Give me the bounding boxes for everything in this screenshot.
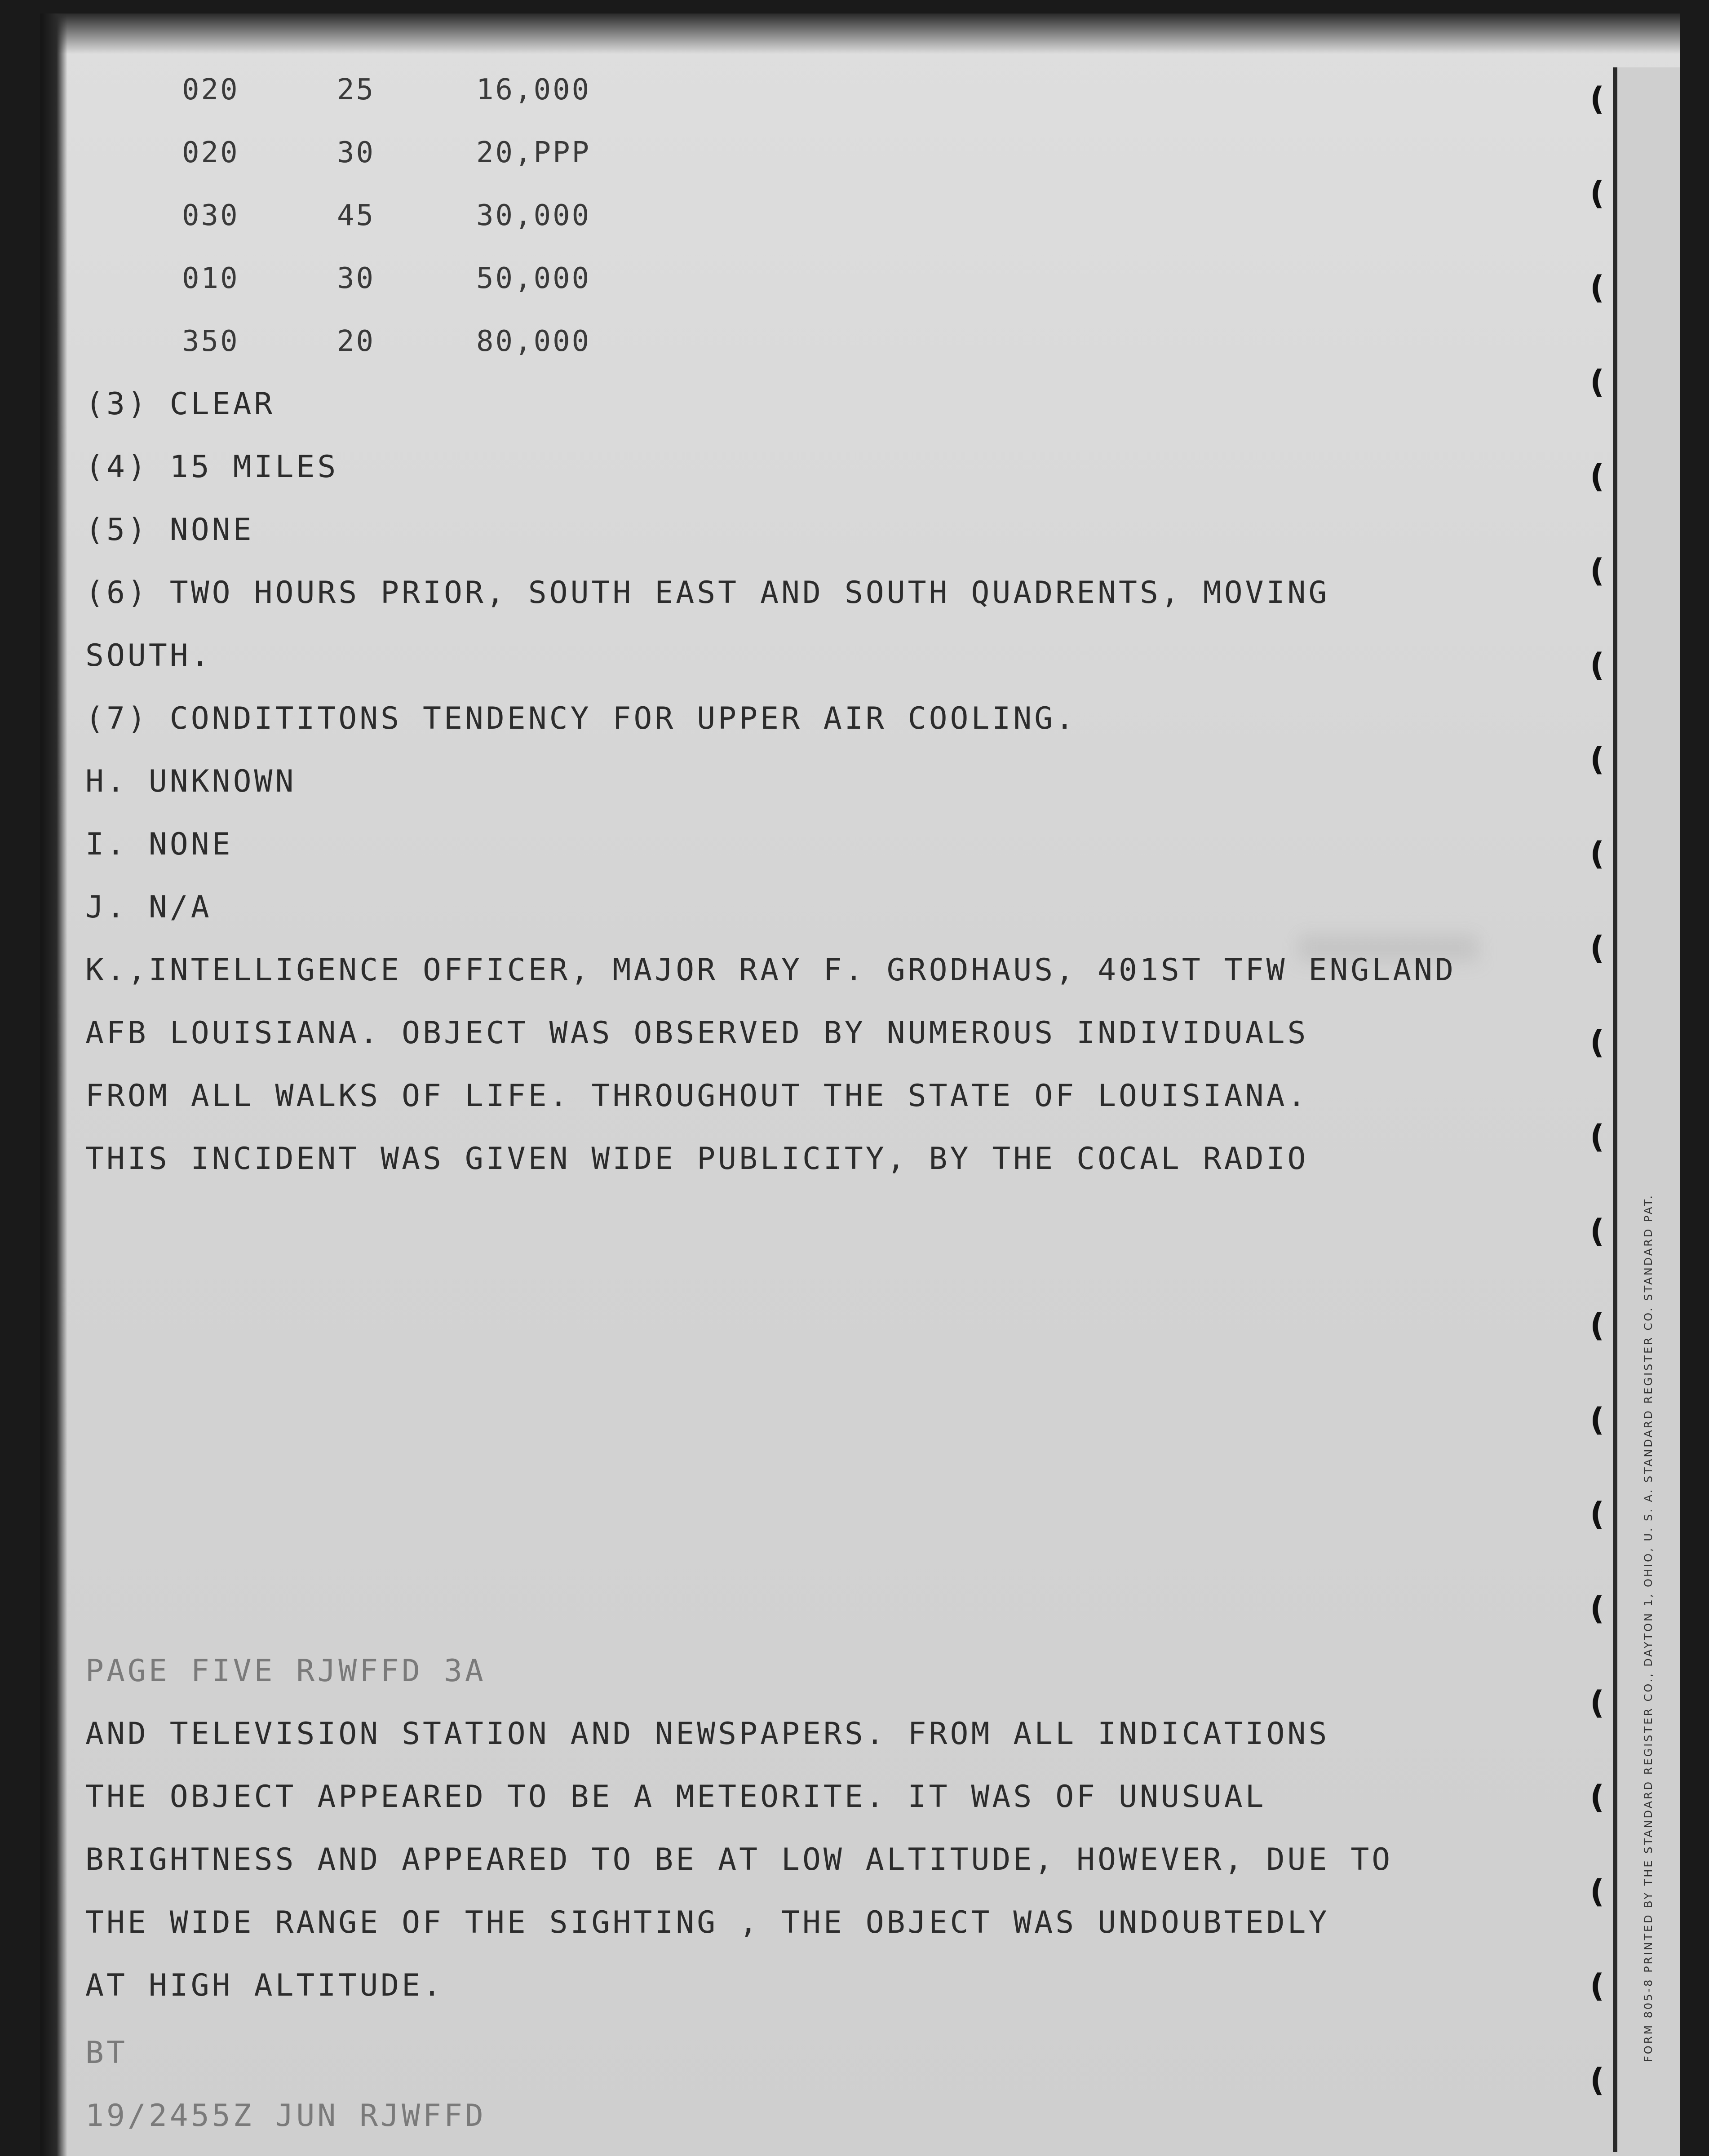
page-header: PAGE FIVE RJWFFD 3A — [85, 1653, 486, 1689]
table-row-3-speed: 45 — [337, 199, 376, 232]
sprocket-hole-icon: ( — [1590, 1213, 1604, 1249]
sprocket-hole-icon: ( — [1590, 1024, 1604, 1061]
table-row-5-alt: 80,000 — [476, 325, 591, 358]
sprocket-hole-icon: ( — [1590, 363, 1604, 400]
line-afb-louisiana: AFB LOUISIANA. OBJECT WAS OBSERVED BY NUMEROUS INDIVIDUALS — [85, 1015, 1309, 1051]
perforation-line — [1613, 67, 1617, 2152]
line-wide-range: THE WIDE RANGE OF THE SIGHTING , THE OBJECT WAS UNDOUBTEDLY — [85, 1905, 1330, 1940]
form-margin-text: FORM 805-8 PRINTED BY THE STANDARD REGISTER CO., DAYTON 1, OHIO, U. S. A. STANDARD REGISTER CO. STANDARD PAT. — [1642, 1194, 1655, 2062]
left-shadow — [40, 13, 67, 2156]
table-row-2-speed: 30 — [337, 136, 376, 169]
table-row-2-dir: 020 — [182, 136, 239, 169]
sprocket-hole-icon: ( — [1590, 1684, 1604, 1721]
sprocket-hole-icon: ( — [1590, 552, 1604, 589]
line-dtg: 19/2455Z JUN RJWFFD — [85, 2098, 486, 2134]
sprocket-hole-icon: ( — [1590, 1401, 1604, 1438]
teletype-page — [40, 13, 1680, 2156]
line-conditions: (7) CONDITITONS TENDENCY FOR UPPER AIR COOLING. — [85, 701, 1077, 736]
line-j-na: J. N/A — [85, 890, 212, 925]
line-meteorite: THE OBJECT APPEARED TO BE A METEORITE. IT WAS OF UNUSUAL — [85, 1779, 1266, 1815]
table-row-3-alt: 30,000 — [476, 199, 591, 232]
sprocket-hole-icon: ( — [1590, 458, 1604, 495]
sprocket-hole-icon: ( — [1590, 2062, 1604, 2098]
sprocket-hole-icon: ( — [1590, 1779, 1604, 1815]
line-two-hours-prior: (6) TWO HOURS PRIOR, SOUTH EAST AND SOUTH QUADRENTS, MOVING — [85, 575, 1330, 611]
sprocket-hole-icon: ( — [1590, 269, 1604, 306]
line-walks-of-life: FROM ALL WALKS OF LIFE. THROUGHOUT THE STATE OF LOUISIANA. — [85, 1078, 1309, 1114]
line-none: (5) NONE — [85, 512, 254, 548]
table-row-4-alt: 50,000 — [476, 262, 591, 295]
sprocket-hole-icon: ( — [1590, 741, 1604, 778]
line-h-unknown: H. UNKNOWN — [85, 764, 297, 799]
sprocket-hole-icon: ( — [1590, 1967, 1604, 2004]
table-row-5-dir: 350 — [182, 325, 239, 358]
line-brightness: BRIGHTNESS AND APPEARED TO BE AT LOW ALTITUDE, HOWEVER, DUE TO — [85, 1842, 1393, 1877]
line-south: SOUTH. — [85, 638, 212, 673]
table-row-2-alt: 20,PPP — [476, 136, 591, 169]
sprocket-hole-icon: ( — [1590, 1873, 1604, 1910]
line-publicity: THIS INCIDENT WAS GIVEN WIDE PUBLICITY, BY THE COCAL RADIO — [85, 1141, 1309, 1177]
sprocket-hole-icon: ( — [1590, 175, 1604, 212]
table-row-1-dir: 020 — [182, 73, 239, 106]
line-visibility: (4) 15 MILES — [85, 449, 339, 485]
line-television: AND TELEVISION STATION AND NEWSPAPERS. FROM ALL INDICATIONS — [85, 1716, 1330, 1752]
line-clear: (3) CLEAR — [85, 386, 275, 422]
line-i-none: I. NONE — [85, 827, 233, 862]
top-shadow — [40, 13, 1680, 54]
sprocket-hole-icon: ( — [1590, 80, 1604, 117]
sprocket-hole-icon: ( — [1590, 930, 1604, 966]
table-row-5-speed: 20 — [337, 325, 376, 358]
sprocket-hole-icon: ( — [1590, 646, 1604, 683]
table-row-1-speed: 25 — [337, 73, 376, 106]
sprocket-hole-icon: ( — [1590, 1590, 1604, 1627]
sprocket-hole-icon: ( — [1590, 1496, 1604, 1532]
sprocket-hole-icon: ( — [1590, 835, 1604, 872]
table-row-1-alt: 16,000 — [476, 73, 591, 106]
table-row-3-dir: 030 — [182, 199, 239, 232]
line-high-altitude: AT HIGH ALTITUDE. — [85, 1968, 444, 2003]
line-intelligence-officer: K.,INTELLIGENCE OFFICER, MAJOR RAY F. GRODHAUS, 401ST TFW ENGLAND — [85, 952, 1457, 988]
sprocket-hole-icon: ( — [1590, 1307, 1604, 1344]
line-bt: BT — [85, 2035, 128, 2071]
table-row-4-dir: 010 — [182, 262, 239, 295]
table-row-4-speed: 30 — [337, 262, 376, 295]
sprocket-hole-icon: ( — [1590, 1118, 1604, 1155]
